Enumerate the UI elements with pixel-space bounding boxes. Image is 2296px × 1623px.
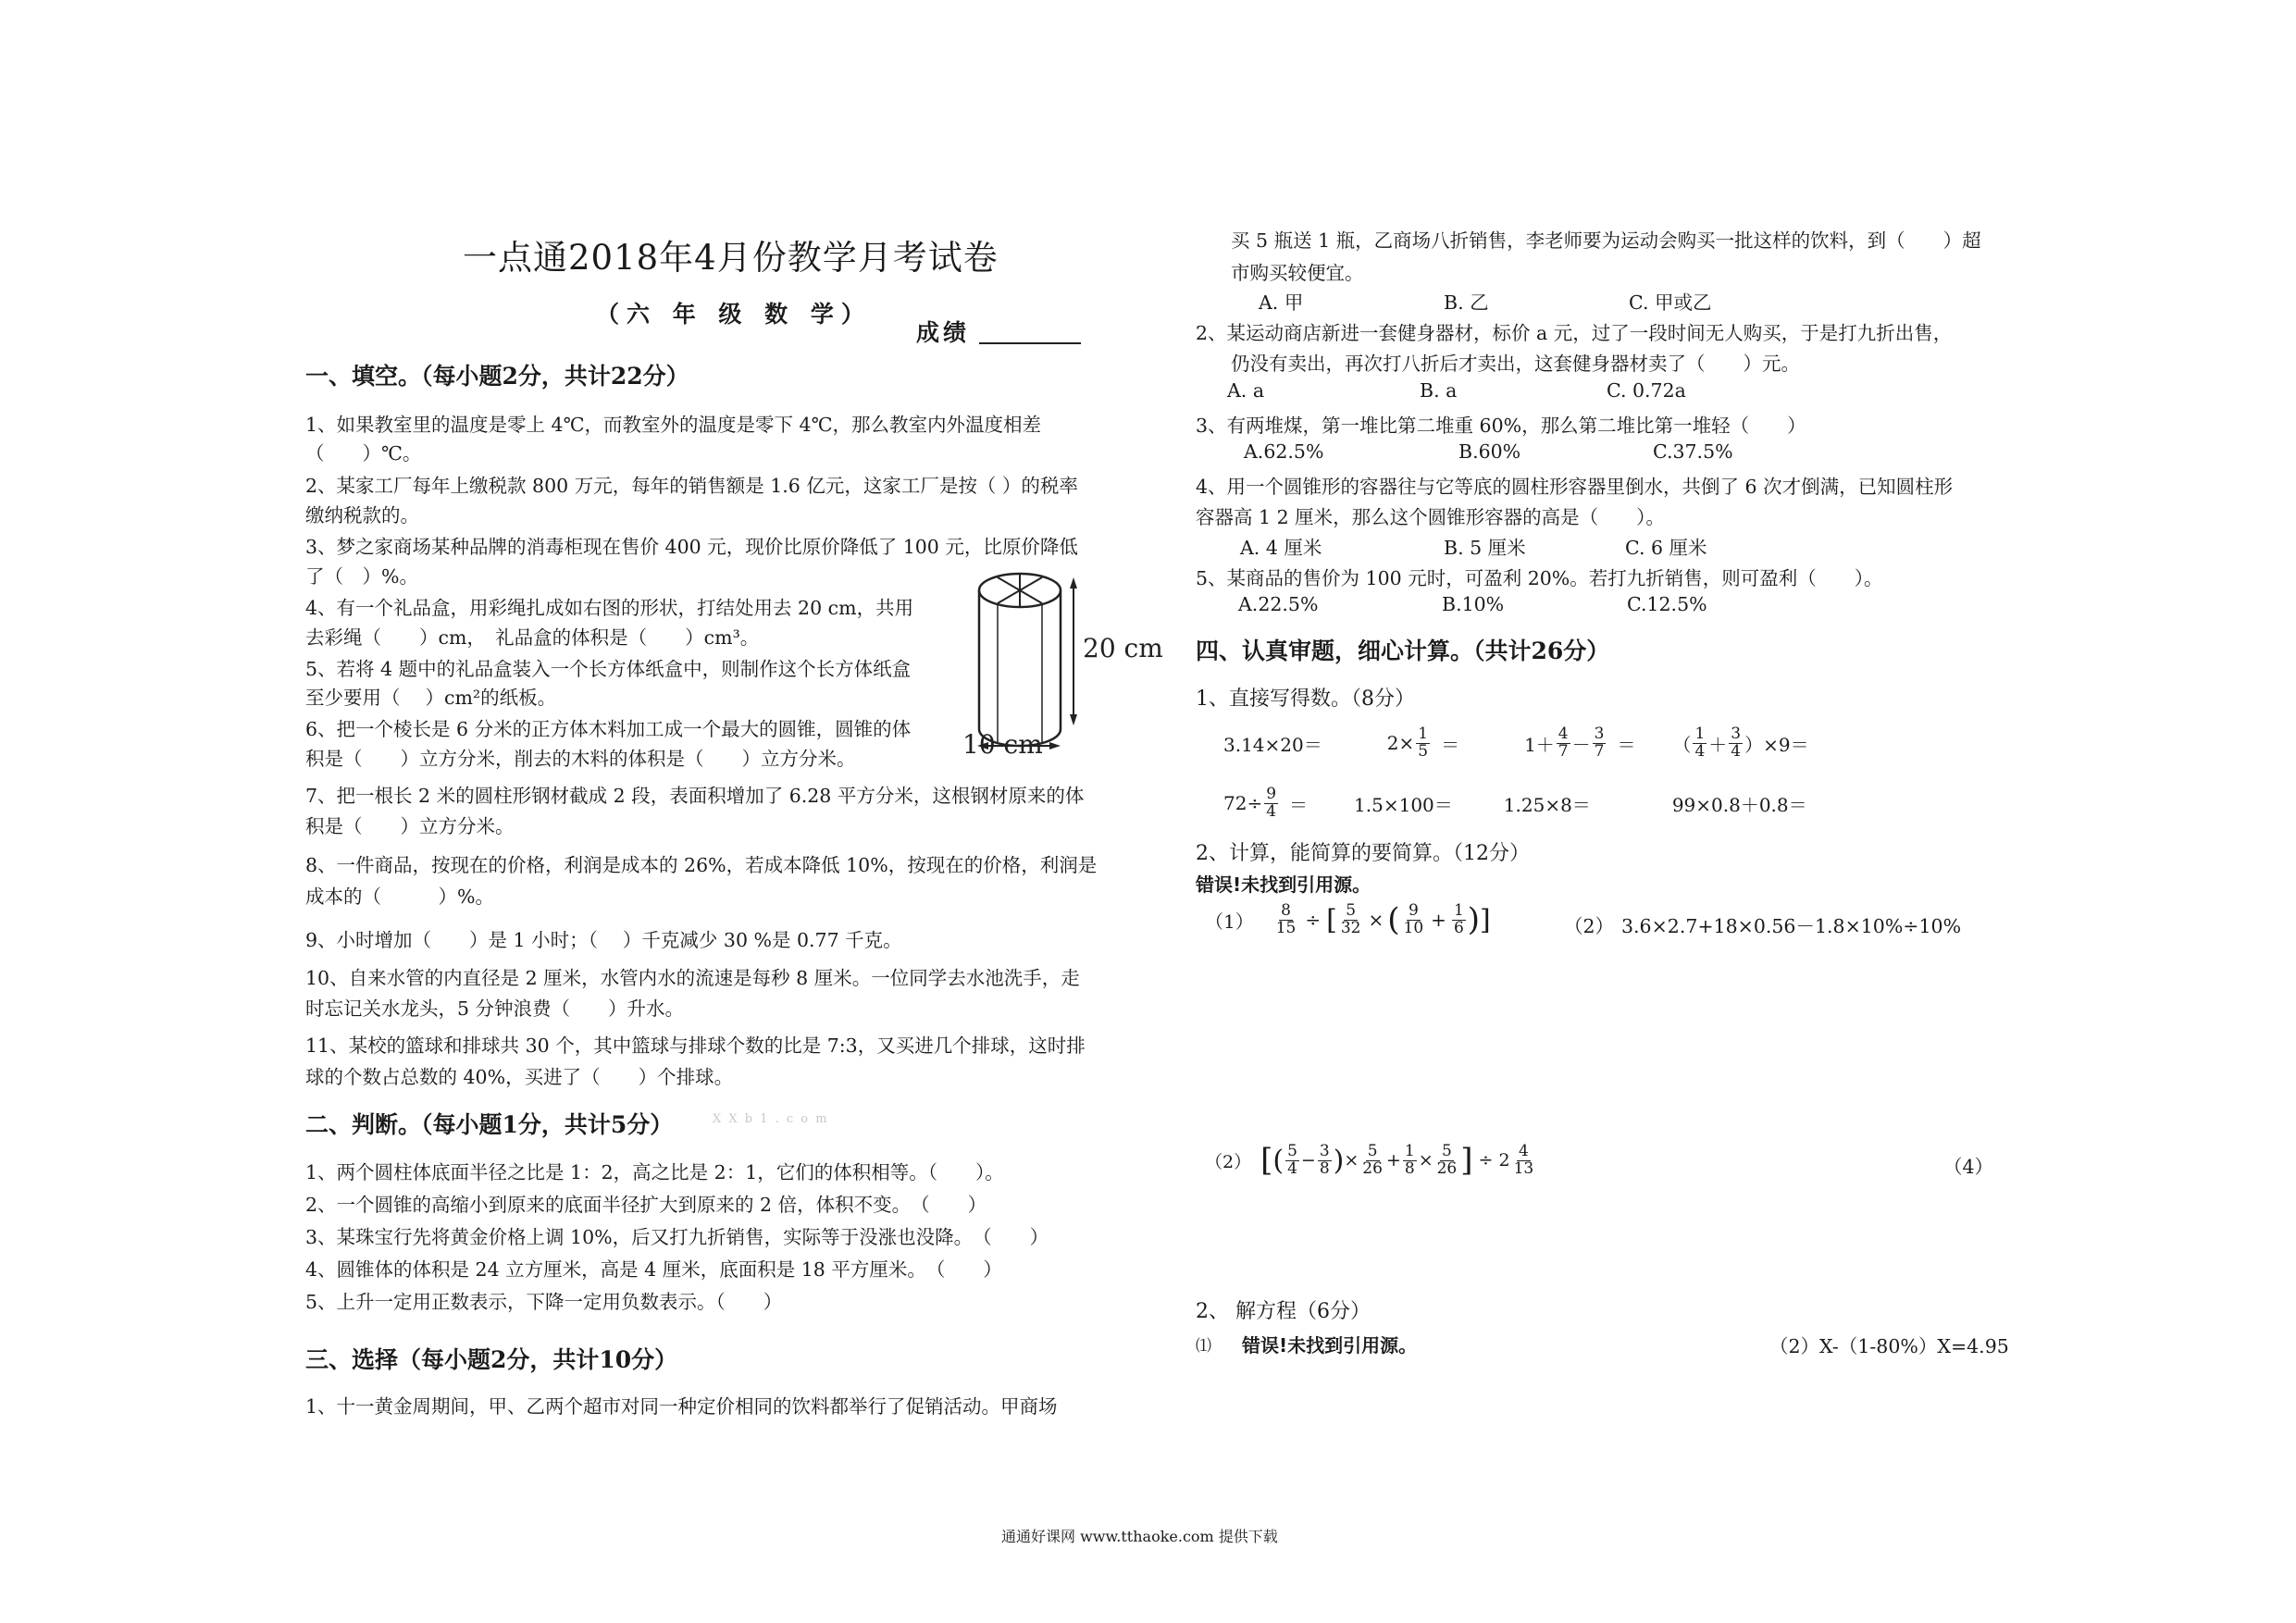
s4-part1: 1、直接写得数。（8分） xyxy=(1196,688,1415,711)
error-ref-1: 错误!未找到引用源。 xyxy=(1196,873,1371,896)
figure-diameter-label: 10 cm xyxy=(962,729,1043,760)
s3-q4-line2: 容器高 1 2 厘米，那么这个圆锥形容器的高是（ ）。 xyxy=(1196,506,1665,528)
page-subtitle: （六 年 级 数 学） xyxy=(596,301,872,328)
expr2-label: （2） xyxy=(1564,915,1615,937)
section2-item: 2、一个圆锥的高缩小到原来的底面半径扩大到原来的 2 倍，体积不变。 （ ） xyxy=(305,1194,987,1216)
gift-box-figure xyxy=(953,564,1163,760)
calc-4a: （ xyxy=(1672,733,1692,756)
calc-6: 1.5×100＝ xyxy=(1354,793,1453,816)
s3-q2-optB[interactable]: B. a xyxy=(1420,379,1458,402)
s3-q2-optA[interactable]: A. a xyxy=(1227,379,1265,402)
eq1-label: ⑴ xyxy=(1196,1337,1211,1356)
section2-heading: 二、判断。（每小题1分，共计5分） xyxy=(305,1111,674,1138)
calc-2a: 2× xyxy=(1386,732,1415,754)
expr4-label: （4） xyxy=(1943,1156,1994,1178)
s4-part3: 2、 解方程（6分） xyxy=(1196,1300,1371,1323)
frac-9-10: $\frac{9}{10}$ xyxy=(1403,900,1424,937)
section1-line: 缴纳税款的。 xyxy=(305,504,419,527)
section2-item: 3、某珠宝行先将黄金价格上调 10%，后又打九折销售，实际等于没涨也没降。 （ ） xyxy=(305,1226,1049,1248)
s4-part2: 2、计算，能简算的要简算。（12分） xyxy=(1196,842,1530,865)
s3-q2-line1: 2、某运动商店新进一套健身器材，标价 a 元，过了一段时间无人购买，于是打九折出售， xyxy=(1196,322,1953,344)
expr1-label: （1） xyxy=(1205,910,1254,933)
frac-8-15: $\frac{8}{15}$ xyxy=(1275,900,1297,937)
section1-line: 球的个数占总数的 40%，买进了（ ）个排球。 xyxy=(305,1066,734,1088)
frac-5-26b: $\frac{5}{26}$ xyxy=(1436,1141,1458,1178)
section1-heading: 一、填空。（每小题2分，共计22分） xyxy=(305,363,689,390)
section2-item: 1、两个圆柱体底面半径之比是 1：2，高之比是 2：1，它们的体积相等。（ ）。 xyxy=(305,1161,1004,1183)
s3-q5-optB[interactable]: B.10% xyxy=(1442,593,1505,615)
frac-3-4: $\frac{3}{4}$ xyxy=(1731,724,1742,761)
section1-line: 5、若将 4 题中的礼品盒装入一个长方体纸盒中，则制作这个长方体纸盒 xyxy=(305,658,912,680)
section2-item: 4、圆锥体的体积是 24 立方厘米，高是 4 厘米，底面积是 18 平方厘米。 （ ） xyxy=(305,1258,1002,1281)
section1-line: （ ）℃。 xyxy=(305,442,422,465)
section3-heading: 三、选择（每小题2分，共计10分） xyxy=(305,1346,678,1373)
section1-line: 1、如果教室里的温度是零上 4℃，而教室外的温度是零下 4℃，那么教室内外温度相差 xyxy=(305,414,1042,436)
s3-q1-line1: 1、十一黄金周期间，甲、乙两个超市对同一种定价相同的饮料都举行了促销活动。甲商场 xyxy=(305,1395,1058,1418)
expr3: （2） [ ( $\frac{5}{4}$ − $\frac{3}{8}$ ) × $\frac{5}{26}$ + $\frac{1}{8}$ × $\frac{5}{26}$ ] ÷ 2 $\frac{4}{13}$ xyxy=(1205,1141,1534,1179)
calc-2b: ＝ xyxy=(1441,733,1460,756)
section2-watermark: X X b 1 . c o m xyxy=(713,1112,829,1126)
calc-8: 99×0.8＋0.8＝ xyxy=(1671,793,1807,816)
section1-line: 2、某家工厂每年上缴税款 800 万元，每年的销售额是 1.6 亿元，这家工厂是按（ ）的税率 xyxy=(305,475,1078,497)
section4-heading: 四、认真审题，细心计算。（共计26分） xyxy=(1196,638,1610,664)
section1-line: 去彩绳（ ）cm， 礼品盒的体积是（ ）cm³。 xyxy=(305,626,760,649)
section1-line: 时忘记关水龙头，5 分钟浪费（ ）升水。 xyxy=(305,997,685,1020)
s3-q3-line1: 3、有两堆煤，第一堆比第二堆重 60%，那么第二堆比第一堆轻（ ） xyxy=(1196,415,1806,437)
s3-q3-optB[interactable]: B.60% xyxy=(1458,440,1521,463)
frac-5-26a: $\frac{5}{26}$ xyxy=(1362,1141,1383,1178)
calc-3b: － xyxy=(1571,733,1591,756)
section1-line: 成本的（ ）%。 xyxy=(305,886,494,908)
s3-q1-optA[interactable]: A. 甲 xyxy=(1259,291,1304,314)
calc-5a: 72÷ xyxy=(1223,792,1263,814)
frac-5-32: $\frac{5}{32}$ xyxy=(1340,900,1361,937)
section2-item: 5、上升一定用正数表示，下降一定用负数表示。（ ） xyxy=(305,1291,783,1313)
expr2: 3.6×2.7+18×0.56－1.8×10%÷10% xyxy=(1621,915,1962,937)
page-title: 一点通2018年4月份教学月考试卷 xyxy=(463,238,999,278)
frac-3-8: $\frac{3}{8}$ xyxy=(1319,1141,1330,1178)
section1-line: 4、有一个礼品盒，用彩绳扎成如右图的形状，打结处用去 20 cm，共用 xyxy=(305,597,914,619)
s3-q1-line3: 市购买较便宜。 xyxy=(1231,262,1364,284)
s3-q3-optA[interactable]: A.62.5% xyxy=(1244,440,1324,463)
frac-3-7: $\frac{3}{7}$ xyxy=(1594,724,1605,761)
expr1: （1） $\frac{8}{15}$ ÷ [ $\frac{5}{32}$ × ( $\frac{9}{10}$ + $\frac{1}{6}$ ) ] xyxy=(1205,900,1491,938)
section1-line: 至少要用（ ）cm²的纸板。 xyxy=(305,687,557,709)
calc-4c: ）×9＝ xyxy=(1744,733,1809,756)
calc-1: 3.14×20＝ xyxy=(1223,733,1322,756)
expr3-tail: ÷ 2 xyxy=(1478,1150,1510,1171)
section1-line: 了（ ）%。 xyxy=(305,565,418,588)
calc-7: 1.25×8＝ xyxy=(1503,793,1591,816)
s3-q4-optA[interactable]: A. 4 厘米 xyxy=(1240,537,1322,559)
frac-1-8: $\frac{1}{8}$ xyxy=(1404,1141,1415,1178)
section1-line: 3、梦之家商场某种品牌的消毒柜现在售价 400 元，现价比原价降低了 100 元，比原价降低 xyxy=(305,536,1078,558)
section1-line: 9、小时增加（ ）是 1 小时；（ ）千克减少 30 %是 0.77 千克。 xyxy=(305,929,902,951)
frac-1-4: $\frac{1}{4}$ xyxy=(1694,724,1706,761)
s3-q1-line2: 买 5 瓶送 1 瓶，乙商场八折销售，李老师要为运动会购买一批这样的饮料，到（ ）超 xyxy=(1231,229,1981,252)
frac-5-4: $\frac{5}{4}$ xyxy=(1287,1141,1297,1178)
error-ref-2: 错误!未找到引用源。 xyxy=(1242,1334,1418,1357)
expr3-label: （2） xyxy=(1205,1151,1252,1172)
eq2: （2）X-（1-80%）X=4.95 xyxy=(1769,1335,2009,1357)
frac-4-7: $\frac{4}{7}$ xyxy=(1558,724,1569,761)
frac-1-6: $\frac{1}{6}$ xyxy=(1453,900,1464,937)
footer-text: 通通好课网 www.tthaoke.com 提供下载 xyxy=(1001,1528,1278,1545)
s3-q5-optC[interactable]: C.12.5% xyxy=(1627,593,1707,615)
section1-line: 积是（ ）立方分米。 xyxy=(305,815,515,837)
score-blank[interactable] xyxy=(979,342,1081,344)
score-label: 成绩 xyxy=(916,319,971,346)
s3-q1-optC[interactable]: C. 甲或乙 xyxy=(1629,291,1712,314)
section1-line: 8、一件商品，按现在的价格，利润是成本的 26%，若成本降低 10%，按现在的价格，利润是 xyxy=(305,854,1098,876)
calc-3a: 1＋ xyxy=(1524,733,1555,756)
calc-row2 xyxy=(1223,780,1807,826)
figure-height-label: 20 cm xyxy=(1083,633,1163,663)
s3-q5-line1: 5、某商品的售价为 100 元时，可盈利 20%。若打九折销售，则可盈利（ ）。 xyxy=(1196,567,1883,589)
section1-line: 积是（ ）立方分米，削去的木料的体积是（ ）立方分米。 xyxy=(305,748,856,770)
calc-3c: ＝ xyxy=(1617,733,1636,756)
frac-9-4: $\frac{9}{4}$ xyxy=(1266,784,1277,821)
section1-line: 7、把一根长 2 米的圆柱形钢材截成 2 段，表面积增加了 6.28 平方分米，这根钢材原来的体 xyxy=(305,785,1085,807)
calc-row1 xyxy=(1223,720,1809,766)
s3-q5-optA[interactable]: A.22.5% xyxy=(1238,593,1319,615)
section1-line: 11、某校的篮球和排球共 30 个，其中篮球与排球个数的比是 7:3，又买进几个排球，这时排 xyxy=(305,1035,1086,1057)
section1-line: 6、把一个棱长是 6 分米的正方体木料加工成一个最大的圆锥，圆锥的体 xyxy=(305,718,912,740)
frac-4-13: $\frac{4}{13}$ xyxy=(1513,1141,1534,1178)
s3-q4-optC[interactable]: C. 6 厘米 xyxy=(1625,537,1707,559)
s3-q4-line1: 4、用一个圆锥形的容器往与它等底的圆柱形容器里倒水，共倒了 6 次才倒满，已知圆柱形 xyxy=(1196,476,1954,498)
frac-1-5: $\frac{1}{5}$ xyxy=(1418,724,1429,761)
section1-line: 10、自来水管的内直径是 2 厘米，水管内水的流速是每秒 8 厘米。一位同学去水池洗手，走 xyxy=(305,967,1080,989)
s3-q2-optC[interactable]: C. 0.72a xyxy=(1607,379,1686,402)
s3-q3-optC[interactable]: C.37.5% xyxy=(1653,440,1733,463)
s3-q4-optB[interactable]: B. 5 厘米 xyxy=(1444,537,1526,559)
s3-q1-optB[interactable]: B. 乙 xyxy=(1444,291,1489,314)
s3-q2-line2: 仍没有卖出，再次打八折后才卖出，这套健身器材卖了（ ）元。 xyxy=(1231,353,1800,375)
calc-5b: ＝ xyxy=(1289,793,1309,816)
calc-4b: ＋ xyxy=(1708,733,1728,756)
